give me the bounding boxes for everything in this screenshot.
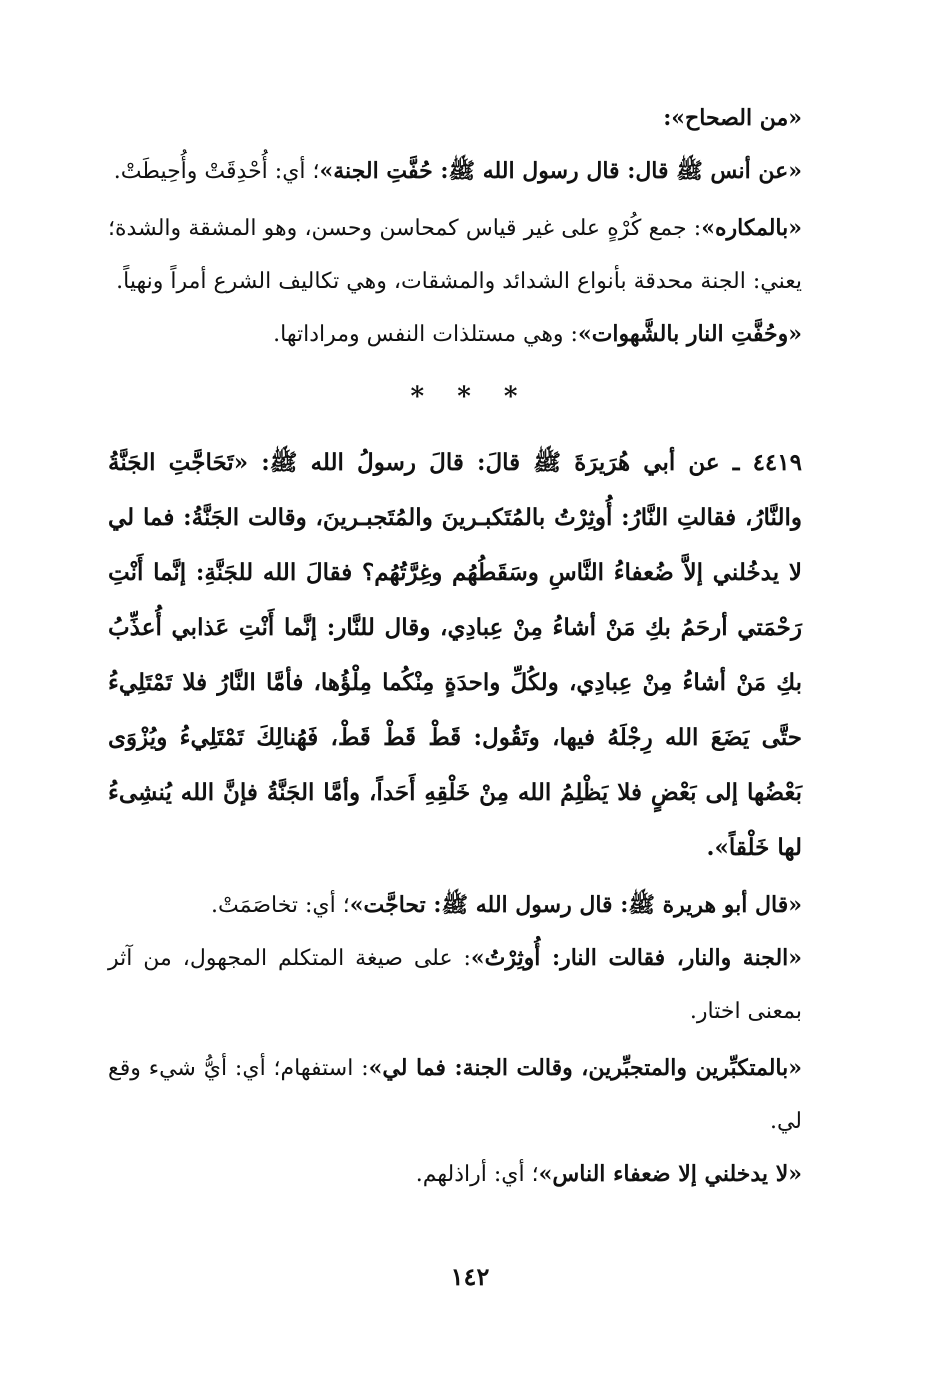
commentary-quote: «بالمكاره» bbox=[701, 215, 802, 241]
commentary-quote: «بالمتكبِّرين والمتجبِّرين، وقالت الجنة: فما لي» bbox=[368, 1055, 802, 1081]
commentary-paragraph-3 bbox=[108, 308, 832, 361]
commentary-quote: «وحُفَّتِ النار بالشَّهوات» bbox=[577, 321, 802, 347]
commentary-quote: «لا يدخلني إلا ضعفاء الناس» bbox=[538, 1161, 802, 1187]
commentary-text: : على صيغة المتكلم المجهول، من آثر بمعنى اختار. bbox=[108, 946, 802, 1024]
commentary-text: : استفهام؛ أي: أيُّ شيء وقع لي. bbox=[108, 1056, 802, 1134]
hadith-number: ٤٤١٩ bbox=[752, 449, 802, 476]
commentary-quote: «عن أنس ﷺ قال: قال رسول الله ﷺ: حُفَّتِ الجنة» bbox=[319, 158, 802, 184]
commentary-text: ؛ أي: أراذلهم. bbox=[415, 1162, 539, 1187]
section-separator: * * * bbox=[410, 382, 530, 412]
commentary-quote: «الجنة والنار، فقالت النار: أُوثِرْتُ» bbox=[470, 945, 803, 971]
commentary-paragraph-2 bbox=[108, 202, 832, 308]
commentary-text: ؛ أي: أُحْدِقَتْ وأُحِيطَتْ. bbox=[113, 159, 320, 184]
hadith-paragraph bbox=[108, 435, 832, 875]
commentary-text: : جمع كُرْهٍ على غير قياس كمحاسن وحسن، وهو المشقة والشدة؛ يعني: الجنة محدقة بأنواع الشدائد والمشقات، وهي تكاليف الشرع أمراً ونهياً. bbox=[108, 216, 802, 294]
page-number: ١٤٢ bbox=[450, 1262, 490, 1291]
commentary-paragraph-7 bbox=[108, 1148, 832, 1201]
commentary-paragraph-1 bbox=[108, 145, 832, 198]
page-body bbox=[108, 92, 832, 1201]
commentary-paragraph-4 bbox=[108, 879, 832, 932]
commentary-paragraph-6 bbox=[108, 1042, 832, 1148]
hadith-text: ـ عن أبي هُرَيرَةَ ﷺ قالَ: قالَ رسولُ الله ﷺ: «تَحَاجَّتِ الجَنَّةُ والنَّارُ، فقالتِ النَّارُ: أُوثِرْتُ بالمُتَكبـرينَ والمُتَجبـرينَ، وقالت الجَنَّةُ: فما لي لا يدخُلني إلاَّ ضُعفاءُ النَّاسِ وسَقَطُهُم وغِرَّتُهُم؟ فقالَ الله للجَنَّةِ: إنَّما أَنْتِ رَحْمَتي أرحَمُ بكِ مَنْ أشاءُ مِنْ عِبادِي، وقال للنَّار: إنَّما أَنْتِ عَذابي أُعذِّبُ بكِ مَنْ أشاءُ مِنْ عِبادِي، ولكُلِّ واحدَةٍ مِنْكُما مِلْؤُها، فأمَّا النَّارُ فلا تَمْتَلِيءُ حتَّى يَضَعَ الله رِجْلَهُ فيها، وتَقُول: قَطْ قَطْ قَطْ، فَهُنالِكَ تَمْتَلِيءُ ويُزْوَى بَعْضُها إلى بَعْضٍ فلا يَظْلِمُ الله مِنْ خَلْقِهِ أَحَداً، وأمَّا الجَنَّةُ فإنَّ الله يُنشِىءُ لها خَلْقاً». bbox=[108, 449, 802, 861]
commentary-quote: «قال أبو هريرة ﷺ: قال رسول الله ﷺ: تحاجَّت» bbox=[349, 892, 802, 918]
commentary-text: ؛ أي: تخاصَمَتْ. bbox=[211, 893, 350, 918]
section-header: «من الصحاح»: bbox=[663, 105, 802, 131]
commentary-paragraph-5 bbox=[108, 932, 832, 1038]
commentary-text: : وهي مستلذات النفس ومراداتها. bbox=[273, 322, 578, 347]
